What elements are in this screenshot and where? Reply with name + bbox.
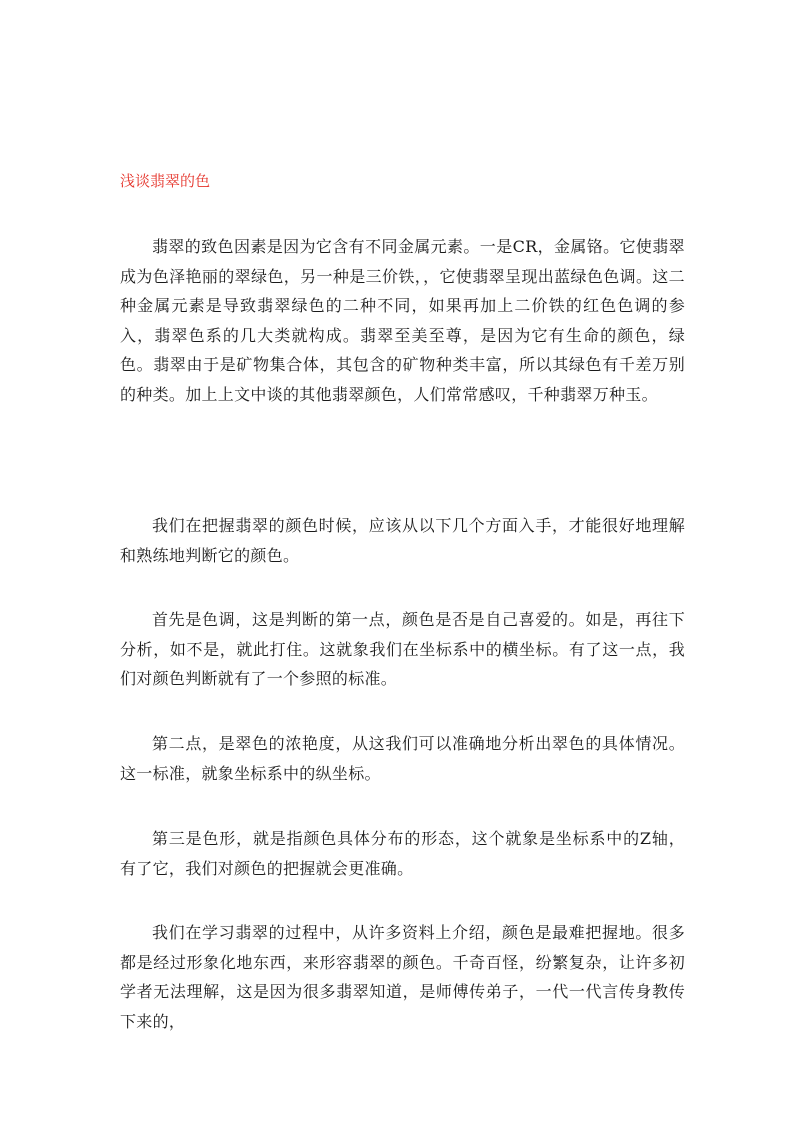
- paragraph-color-shape: 第三是色形，就是指颜色具体分布的形态，这个就象是坐标系中的Z轴，有了它，我们对颜色的把握就会更准确。: [120, 829, 685, 878]
- paragraph-hue: 首先是色调，这是判断的第一点，颜色是否是自己喜爱的。如是，再往下分析，如不是，就此打住。这就象我们在坐标系中的横坐标。有了这一点，我们对颜色判断就有了一个参照的标准。: [120, 610, 685, 688]
- paragraph-learning: 我们在学习翡翠的过程中，从许多资料上介绍，颜色是最难把握地。很多都是经过形象化地东西，来形容翡翠的颜色。千奇百怪，纷繁复杂，让许多初学者无法理解，这是因为很多翡翠知道，是师傅传弟子，一代一代言传身教传下来的，: [120, 923, 685, 1031]
- paragraph-coloring-factors: 翡翠的致色因素是因为它含有不同金属元素。一是CR，金属铬。它使翡翠成为色泽艳丽的翠绿色，另一种是三价铁，，它使翡翠呈现出蓝绿色色调。这二种金属元素是导致翡翠绿色的二种不同，如果再加上二价铁的红色色调的参入，翡翠色系的几大类就构成。翡翠至美至尊，是因为它有生命的颜色，绿色。翡翠由于是矿物集合体，其包含的矿物种类丰富，所以其绿色有千差万别的种类。加上上文中谈的其他翡翠颜色，人们常常感叹，千种翡翠万种玉。: [120, 237, 685, 404]
- document-title: 浅谈翡翠的色: [120, 172, 211, 190]
- paragraph-judging-approach: 我们在把握翡翠的颜色时候，应该从以下几个方面入手，才能很好地理解和熟练地判断它的颜色。: [120, 516, 685, 565]
- paragraph-saturation: 第二点，是翠色的浓艳度，从这我们可以准确地分析出翠色的具体情况。这一标准，就象坐标系中的纵坐标。: [120, 734, 685, 783]
